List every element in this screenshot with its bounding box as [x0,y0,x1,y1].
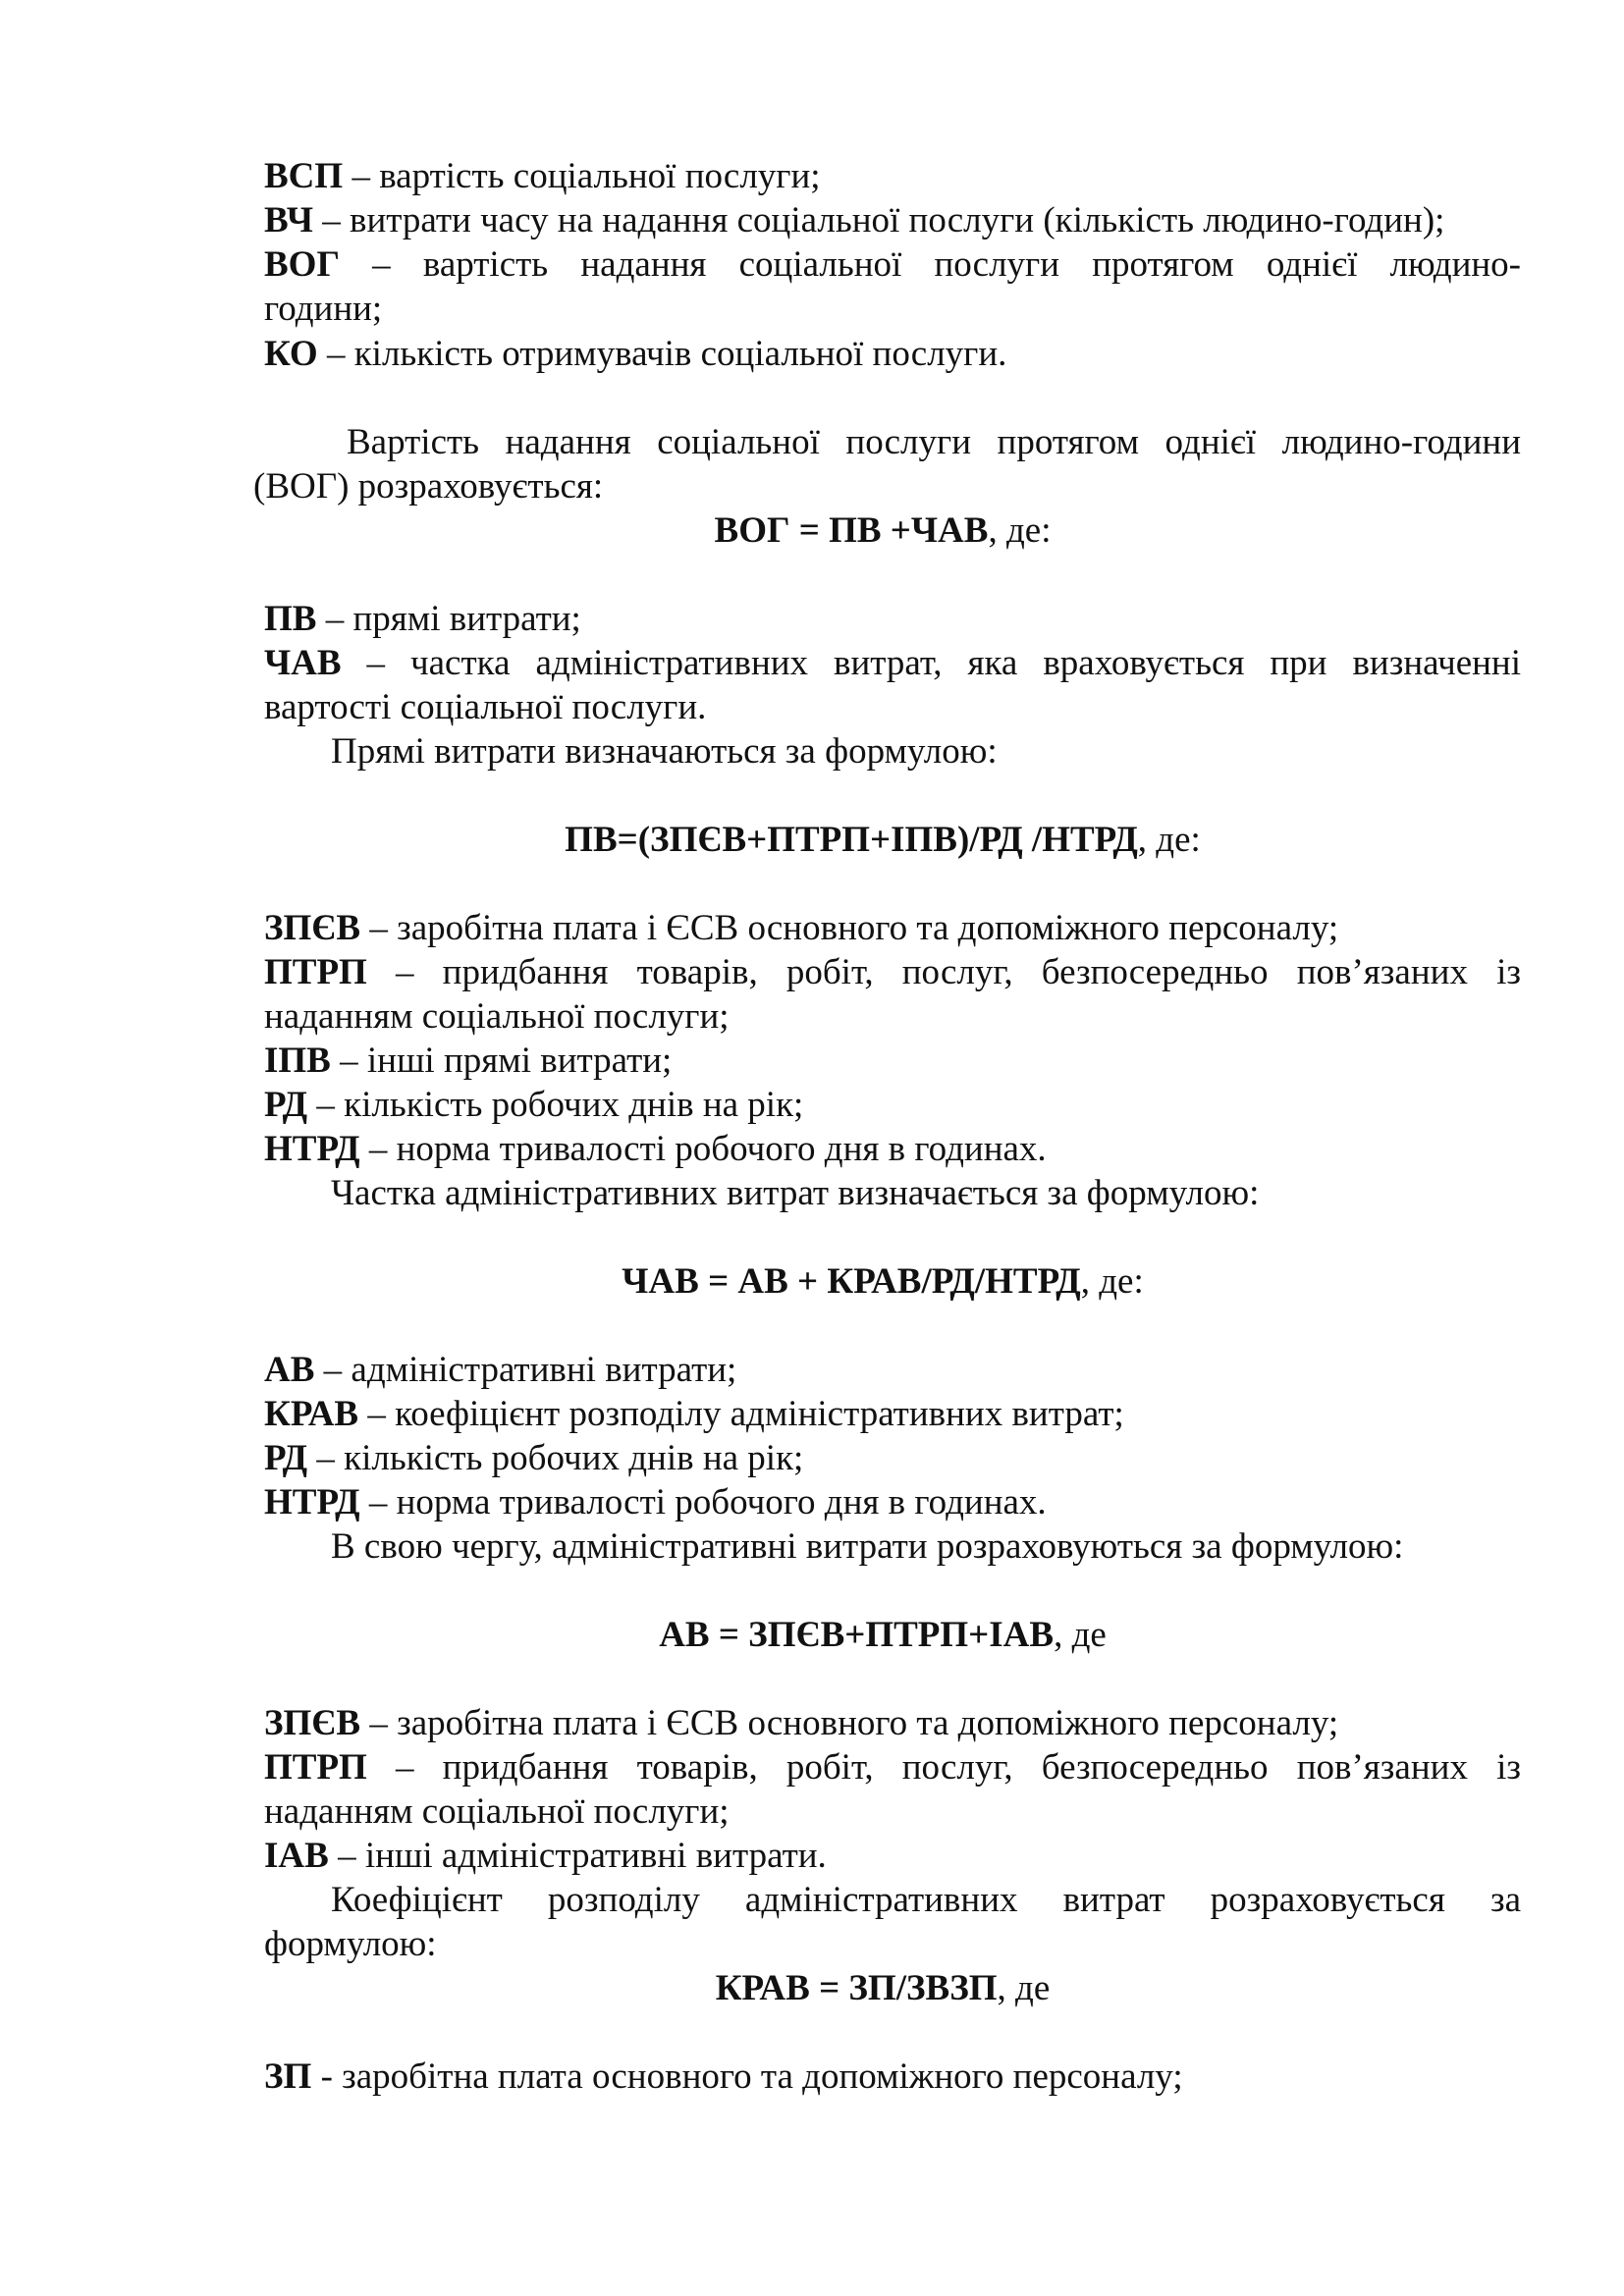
definition-rd: РД – кількість робочих днів на рік; [264,1085,804,1125]
definition-av: АВ – адміністративні витрати; [264,1350,737,1390]
definition-ntrd: НТРД – норма тривалості робочого дня в годинах. [264,1129,1047,1169]
definition-ntrd-2: НТРД – норма тривалості робочого дня в годинах. [264,1482,1047,1522]
definition-ptrp-2-continued: наданням соціальної послуги; [264,1791,730,1832]
definition-pv: ПВ – прямі витрати; [264,599,581,639]
definition-vsp: ВСП – вартість соціальної послуги; [264,156,821,196]
definition-zp: ЗП - заробітна плата основного та допоміжного персоналу; [264,2056,1183,2097]
intro-krav-line2: формулою: [264,1924,437,1964]
formula-vog: ВОГ = ПВ +ЧАВ, де: [714,510,1052,551]
formula-krav: КРАВ = ЗП/ЗВЗП, де [715,1968,1051,2008]
definition-vch: ВЧ – витрати часу на надання соціальної послуги (кількість людино-годин); [264,200,1445,240]
definition-ptrp: ПТРП – придбання товарів, робіт, послуг, безпосередньо пов’язаних із [264,952,1521,992]
definition-ptrp-continued: наданням соціальної послуги; [264,996,730,1037]
definition-chav-continued: вартості соціальної послуги. [264,687,707,727]
paragraph-vog-line1: Вартість надання соціальної послуги протягом однієї людино-години [347,422,1521,462]
definition-zpev-2: ЗПЄВ – заробітна плата і ЄСВ основного та допоміжного персоналу; [264,1703,1339,1743]
definition-krav: КРАВ – коефіцієнт розподілу адміністративних витрат; [264,1394,1124,1434]
definition-ko: КО – кількість отримувачів соціальної послуги. [264,334,1007,374]
definition-ipv: ІПВ – інші прямі витрати; [264,1041,673,1081]
definition-vog: ВОГ – вартість надання соціальної послуги протягом однієї людино- [264,244,1521,285]
definition-vog-continued: години; [264,289,383,329]
intro-chav: Частка адміністративних витрат визначається за формулою: [331,1173,1260,1213]
formula-chav: ЧАВ = АВ + КРАВ/РД/НТРД, де: [622,1261,1144,1302]
definition-iav: ІАВ – інші адміністративні витрати. [264,1836,827,1876]
formula-av: АВ = ЗПЄВ+ПТРП+ІАВ, де [659,1615,1107,1655]
intro-av: В свою чергу, адміністративні витрати розраховуються за формулою: [331,1526,1404,1567]
intro-krav-line1: Коефіцієнт розподілу адміністративних витрат розраховується за [331,1880,1521,1920]
paragraph-vog-line2: (ВОГ) розраховується: [253,466,604,507]
definition-chav: ЧАВ – частка адміністративних витрат, яка враховується при визначенні [264,643,1521,683]
definition-zpev: ЗПЄВ – заробітна плата і ЄСВ основного та допоміжного персоналу; [264,908,1339,948]
intro-pv: Прямі витрати визначаються за формулою: [331,731,998,772]
formula-pv: ПВ=(ЗПЄВ+ПТРП+ІПВ)/РД /НТРД, де: [565,820,1201,860]
definition-ptrp-2: ПТРП – придбання товарів, робіт, послуг, безпосередньо пов’язаних із [264,1747,1521,1788]
definition-rd-2: РД – кількість робочих днів на рік; [264,1438,804,1478]
